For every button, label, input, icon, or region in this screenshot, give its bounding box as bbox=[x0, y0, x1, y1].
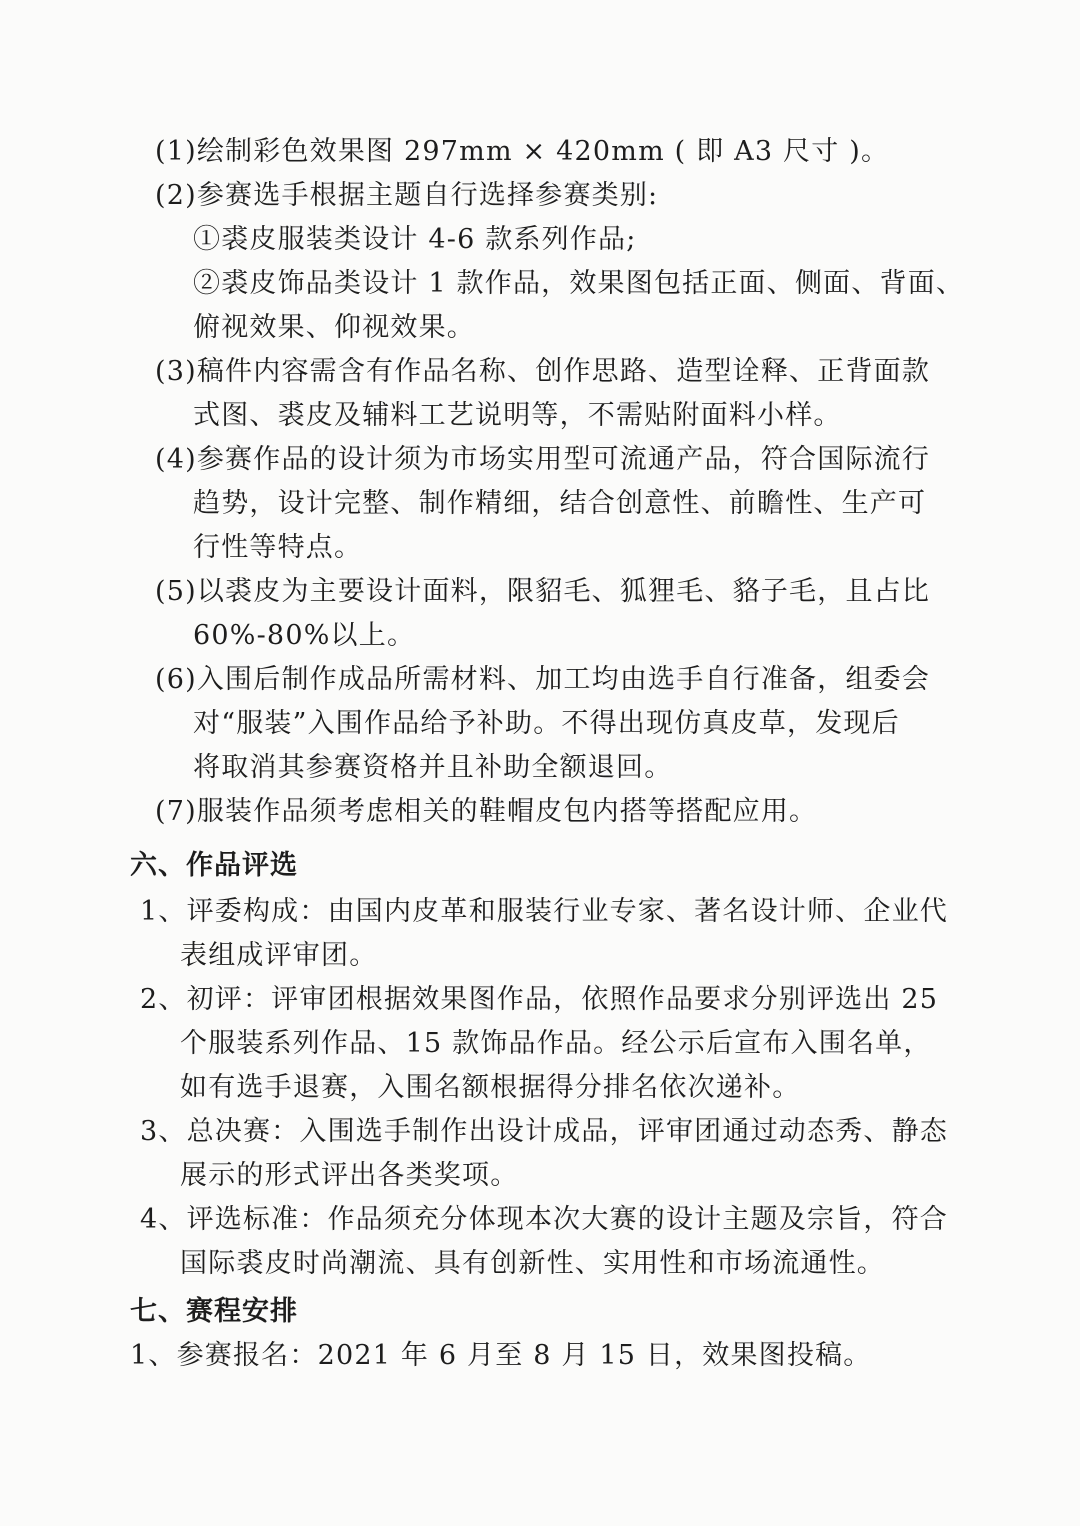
section-6-item-4-cont: 国际裘皮时尚潮流、具有创新性、实用性和市场流通性。 bbox=[180, 1248, 885, 1279]
requirement-4: (4)参赛作品的设计须为市场实用型可流通产品，符合国际流行 bbox=[155, 444, 931, 475]
section-6-item-2: 2、初评：评审团根据效果图作品，依照作品要求分别评选出 25 bbox=[140, 984, 939, 1015]
section-6-item-1-cont: 表组成评审团。 bbox=[180, 940, 378, 971]
requirement-2-option-1: ①裘皮服装类设计 4-6 款系列作品; bbox=[193, 224, 637, 255]
requirement-7: (7)服装作品须考虑相关的鞋帽皮包内搭等搭配应用。 bbox=[155, 796, 818, 827]
requirement-6-cont-2: 将取消其参赛资格并且补助全额退回。 bbox=[193, 752, 673, 783]
section-7-heading: 七、赛程安排 bbox=[130, 1296, 298, 1327]
section-6-item-1: 1、评委构成：由国内皮革和服装行业专家、著名设计师、企业代 bbox=[140, 896, 948, 927]
requirement-2: (2)参赛选手根据主题自行选择参赛类别: bbox=[155, 180, 659, 211]
section-6-item-2-cont-2: 如有选手退赛，入围名额根据得分排名依次递补。 bbox=[180, 1072, 801, 1103]
section-6-item-3: 3、总决赛：入围选手制作出设计成品，评审团通过动态秀、静态 bbox=[140, 1116, 948, 1147]
requirement-2-option-2: ②裘皮饰品类设计 1 款作品，效果图包括正面、侧面、背面、 bbox=[193, 268, 965, 299]
requirement-3: (3)稿件内容需含有作品名称、创作思路、造型诠释、正背面款 bbox=[155, 356, 931, 387]
section-6-item-2-cont-1: 个服装系列作品、15 款饰品作品。经公示后宣布入围名单， bbox=[180, 1028, 932, 1059]
requirement-3-cont: 式图、裘皮及辅料工艺说明等，不需贴附面料小样。 bbox=[193, 400, 842, 431]
requirement-5: (5)以裘皮为主要设计面料，限貂毛、狐狸毛、貉子毛，且占比 bbox=[155, 576, 931, 607]
requirement-1: (1)绘制彩色效果图 297mm × 420mm ( 即 A3 尺寸 )。 bbox=[155, 136, 890, 167]
requirement-4-cont-1: 趋势，设计完整、制作精细，结合创意性、前瞻性、生产可 bbox=[193, 488, 927, 519]
section-7-item-1: 1、参赛报名：2021 年 6 月至 8 月 15 日，效果图投稿。 bbox=[130, 1340, 872, 1371]
section-6-item-3-cont: 展示的形式评出各类奖项。 bbox=[180, 1160, 519, 1191]
section-6-item-4: 4、评选标准：作品须充分体现本次大赛的设计主题及宗旨，符合 bbox=[140, 1204, 948, 1235]
section-6-heading: 六、作品评选 bbox=[130, 850, 298, 881]
requirement-4-cont-2: 行性等特点。 bbox=[193, 532, 363, 563]
requirement-6-cont-1: 对“服装”入围作品给予补助。不得出现仿真皮草，发现后 bbox=[193, 708, 900, 739]
requirement-5-cont: 60%-80%以上。 bbox=[193, 620, 416, 651]
requirement-6: (6)入围后制作成品所需材料、加工均由选手自行准备，组委会 bbox=[155, 664, 931, 695]
requirement-2-option-2-cont: 俯视效果、仰视效果。 bbox=[193, 312, 475, 343]
